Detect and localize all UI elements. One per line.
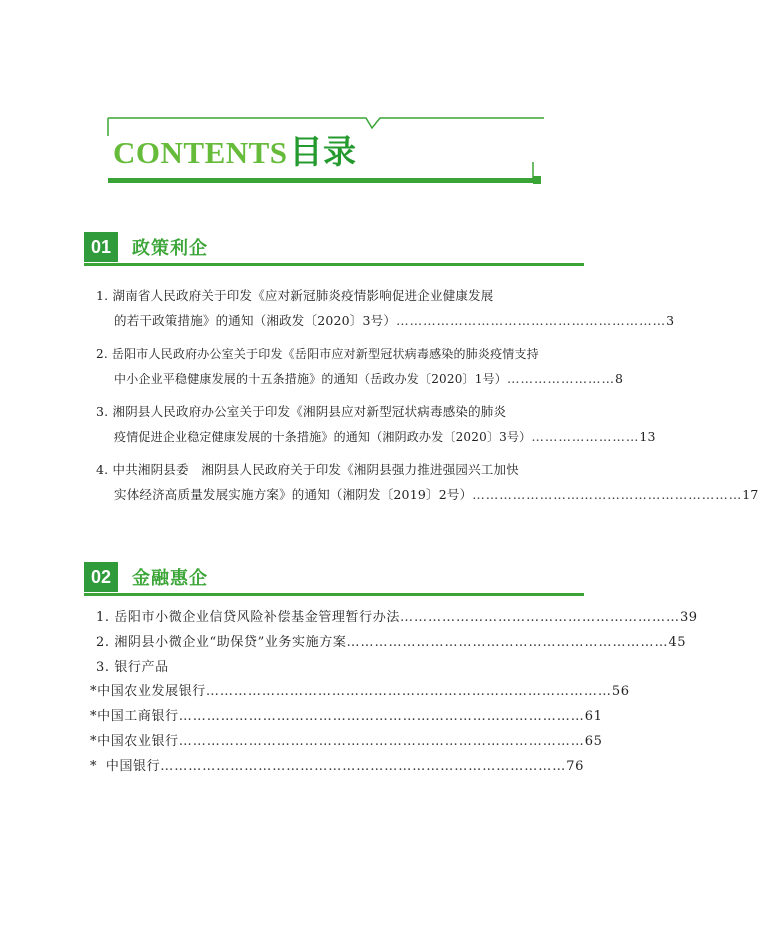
toc-entry-line1: 1. 湖南省人民政府关于印发《应对新冠肺炎疫情影响促进企业健康发展 (96, 288, 494, 303)
bank-name: 中国农业银行 (97, 733, 179, 749)
section-divider (84, 263, 584, 266)
section-1-entries (96, 284, 759, 507)
bullet-star: * (90, 758, 98, 774)
leader-dots: …………………………………………………………………………… (178, 733, 585, 749)
toc-entry-text: 2. 湘阴县小微企业“助保贷”业务实施方案 (96, 634, 347, 650)
toc-entry-line1: 3. 湘阴县人民政府办公室关于印发《湘阴县应对新型冠状病毒感染的肺炎 (96, 404, 507, 419)
section-divider (84, 593, 584, 596)
leader-dots: …………………………………………………… (399, 610, 680, 625)
bullet-star: * (90, 709, 98, 725)
page-number: 8 (614, 370, 624, 386)
section-title: 政策利企 (132, 238, 208, 259)
bank-entry[interactable] (90, 705, 603, 730)
section-title: 金融惠企 (132, 568, 208, 589)
toc-entry-line2: 实体经济高质量发展实施方案》的通知（湘阴发〔2019〕2号） (114, 486, 473, 502)
bank-entry[interactable] (90, 730, 603, 755)
section-number-badge: 02 (84, 562, 118, 592)
toc-entry[interactable] (96, 342, 624, 391)
section-number-badge: 01 (84, 232, 118, 262)
bank-name: 中国农业发展银行 (97, 684, 206, 700)
page-number: 61 (584, 709, 603, 725)
bank-entry[interactable] (90, 755, 584, 780)
toc-entry[interactable] (96, 656, 584, 681)
page-number: 45 (668, 634, 687, 650)
contents-heading-latin: CONTENTS (113, 135, 288, 170)
toc-entry[interactable] (96, 458, 759, 507)
page-number: 76 (566, 758, 584, 774)
toc-entry-line1: 2. 岳阳市人民政府办公室关于印发《岳阳市应对新型冠状病毒感染的肺炎疫情支持 (96, 347, 539, 361)
toc-entry-line2: 疫情促进企业稳定健康发展的十条措施》的通知（湘阴政办发〔2020〕3号） (114, 429, 532, 444)
section-heading-2 (84, 562, 584, 598)
toc-entry[interactable] (96, 400, 656, 449)
contents-heading (113, 132, 357, 173)
leader-dots: …………………………………………………………………………… (178, 709, 585, 725)
bank-name: 中国银行 (105, 758, 161, 774)
page-number: 3 (666, 312, 675, 328)
leader-dots: …………………………………………………………………………… (205, 684, 612, 700)
leader-dots: …………………… (531, 428, 640, 444)
page-number: 13 (639, 428, 656, 444)
leader-dots: …………………… (506, 370, 615, 386)
toc-entry-line2: 中小企业平稳健康发展的十五条措施》的通知（岳政办发〔2020〕1号） (114, 371, 507, 386)
leader-dots: …………………………………………………… (396, 312, 667, 328)
contents-heading-cn: 目录 (289, 132, 357, 171)
page-number: 39 (679, 610, 698, 625)
bank-name: 中国工商银行 (97, 709, 179, 725)
toc-entry[interactable] (96, 606, 698, 631)
toc-entry-line1: 4. 中共湘阴县委 湘阴县人民政府关于印发《湘阴县强力推进强园兴工加快 (96, 462, 519, 477)
bank-entry[interactable] (90, 680, 630, 705)
page-number: 65 (584, 733, 603, 749)
toc-entry-text: 1. 岳阳市小微企业信贷风险补偿基金管理暂行办法 (96, 610, 400, 625)
section-2-entries (90, 606, 698, 780)
page-number: 17 (742, 486, 759, 502)
bullet-star: * (90, 733, 98, 749)
bullet-star: * (90, 684, 98, 700)
toc-entry[interactable] (96, 284, 675, 333)
leader-dots: …………………………………………………………… (346, 634, 669, 650)
leader-dots: …………………………………………………… (472, 486, 743, 502)
page-number: 56 (611, 684, 630, 700)
toc-entry[interactable] (96, 631, 687, 656)
toc-entry-line2: 的若干政策措施》的通知（湘政发〔2020〕3号） (114, 312, 397, 328)
toc-entry-text: 3. 银行产品 (96, 659, 169, 675)
leader-dots: …………………………………………………………………………… (160, 758, 567, 774)
section-heading-1 (84, 232, 584, 268)
